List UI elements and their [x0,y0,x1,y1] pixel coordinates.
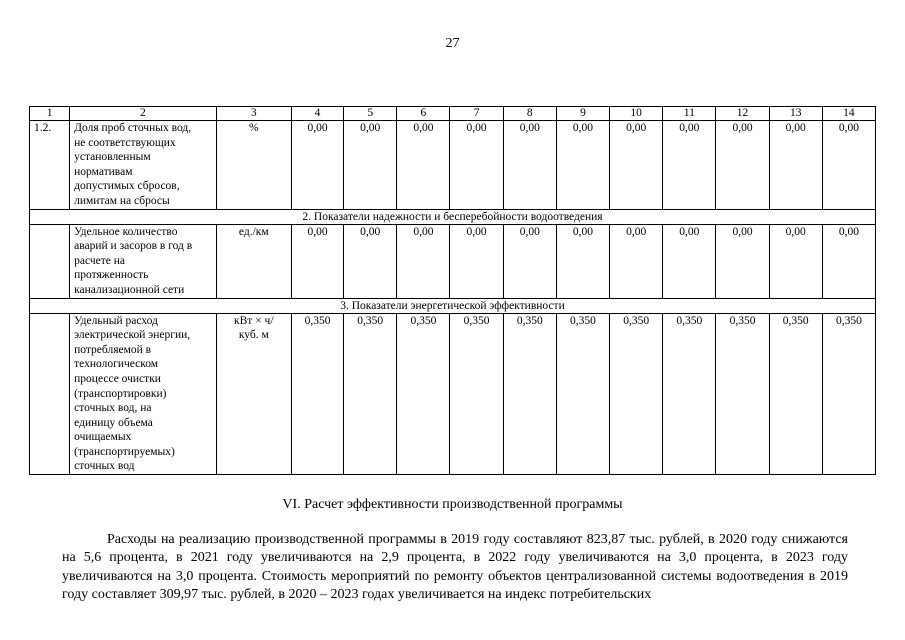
indicator-name-line: технологическом [74,358,159,371]
value-cell: 0,350 [716,313,769,475]
value-cell: 0,00 [291,121,343,210]
indicator-name [70,121,217,210]
unit-of-measure-line: кВт × ч/ [234,314,274,327]
unit-of-measure-line: % [248,122,259,134]
value-cell: 0,00 [663,224,716,298]
indicator-name-line: потребляемой в [74,343,152,356]
indicators-table [29,106,876,475]
body-paragraph: Расходы на реализацию производственной программы в 2019 году составляют 823,87 тыс. рублей, в 2020 году снижаются на 5,6 процента, в 2021 году увеличиваются на 2,9 процента, в 2022 году увеличиваются на 3,0 процента, в 2023 году увеличиваются на 3,0 процента. Стоимость мероприятий по ремонту объектов централизованной системы водоотведения в 2019 году составляет 309,97 тыс. рублей, в 2020 – 2023 годах увеличивается на индекс потребительских [62,532,848,603]
value-cell: 0,00 [344,224,397,298]
indicator-name-line: единицу объема [74,416,153,429]
column-header: 10 [610,107,663,121]
indicator-name-line: (транспортируемых) [74,445,175,458]
value-cell: 0,350 [610,313,663,475]
indicator-name-line: лимитам на сбросы [74,194,170,207]
column-header: 11 [663,107,716,121]
section-title-energy: 3. Показатели энергетической эффективности [30,298,876,313]
value-cell: 0,00 [556,224,609,298]
value-cell: 0,350 [556,313,609,475]
table-row [30,121,876,210]
value-cell: 0,00 [716,224,769,298]
indicator-name-line: не соответствующих [74,136,176,149]
value-cell: 0,00 [450,121,503,210]
indicator-name-line: электрической энергии, [74,329,191,342]
column-header: 4 [291,107,343,121]
value-cell: 0,00 [663,121,716,210]
unit-of-measure-line: ед./км [238,225,269,238]
column-header: 8 [503,107,556,121]
value-cell: 0,00 [610,121,663,210]
section-row [30,298,876,313]
column-header: 14 [822,107,875,121]
value-cell: 0,350 [450,313,503,475]
value-cell: 0,350 [397,313,450,475]
value-cell: 0,350 [344,313,397,475]
column-header: 13 [769,107,822,121]
indicator-name-line: установленным [74,151,151,164]
indicator-name-line: очищаемых [74,431,132,444]
row-number [30,224,70,298]
column-header: 3 [216,107,291,121]
value-cell: 0,00 [397,224,450,298]
indicator-name-line: протяженность [74,269,149,282]
row-number: 1.2. [30,121,70,210]
unit-of-measure [216,224,291,298]
indicator-name-line: Доля проб сточных вод, [74,122,192,134]
value-cell: 0,00 [556,121,609,210]
value-cell: 0,00 [769,224,822,298]
indicator-name-line: канализационной сети [74,283,185,296]
section-title-reliability: 2. Показатели надежности и бесперебойности водоотведения [30,209,876,224]
indicator-name [70,224,217,298]
column-header: 6 [397,107,450,121]
value-cell: 0,00 [822,224,875,298]
indicator-name-line: Удельный расход [74,314,158,327]
value-cell: 0,350 [663,313,716,475]
column-header: 1 [30,107,70,121]
indicator-name-line: сточных вод, на [74,402,152,415]
value-cell: 0,350 [822,313,875,475]
table-header-row [30,107,876,121]
column-header: 7 [450,107,503,121]
indicator-name-line: процессе очистки [74,372,161,385]
column-header: 2 [70,107,217,121]
value-cell: 0,00 [610,224,663,298]
value-cell: 0,00 [503,121,556,210]
indicator-name-line: аварий и засоров в год в [74,240,193,253]
value-cell: 0,350 [503,313,556,475]
value-cell: 0,00 [344,121,397,210]
value-cell: 0,00 [397,121,450,210]
value-cell: 0,00 [822,121,875,210]
indicator-name-line: нормативам [74,165,133,178]
value-cell: 0,00 [503,224,556,298]
value-cell: 0,00 [716,121,769,210]
indicator-name-line: сточных вод [74,460,135,473]
indicator-name [70,313,217,475]
value-cell: 0,350 [291,313,343,475]
section-row [30,209,876,224]
unit-of-measure-line: куб. м [238,329,269,342]
indicator-name-line: расчете на [74,254,126,267]
column-header: 9 [556,107,609,121]
indicator-name-line: допустимых сбросов, [74,180,180,193]
unit-of-measure [216,313,291,475]
indicator-name-line: (транспортировки) [74,387,167,400]
value-cell: 0,350 [769,313,822,475]
indicator-name-line: Удельное количество [74,225,178,238]
value-cell: 0,00 [769,121,822,210]
value-cell: 0,00 [291,224,343,298]
unit-of-measure [216,121,291,210]
table-row [30,224,876,298]
column-header: 12 [716,107,769,121]
column-header: 5 [344,107,397,121]
row-number [30,313,70,475]
value-cell: 0,00 [450,224,503,298]
section-heading: VI. Расчет эффективности производственной программы [282,497,623,512]
table-row [30,313,876,475]
page-number: 27 [445,36,460,51]
